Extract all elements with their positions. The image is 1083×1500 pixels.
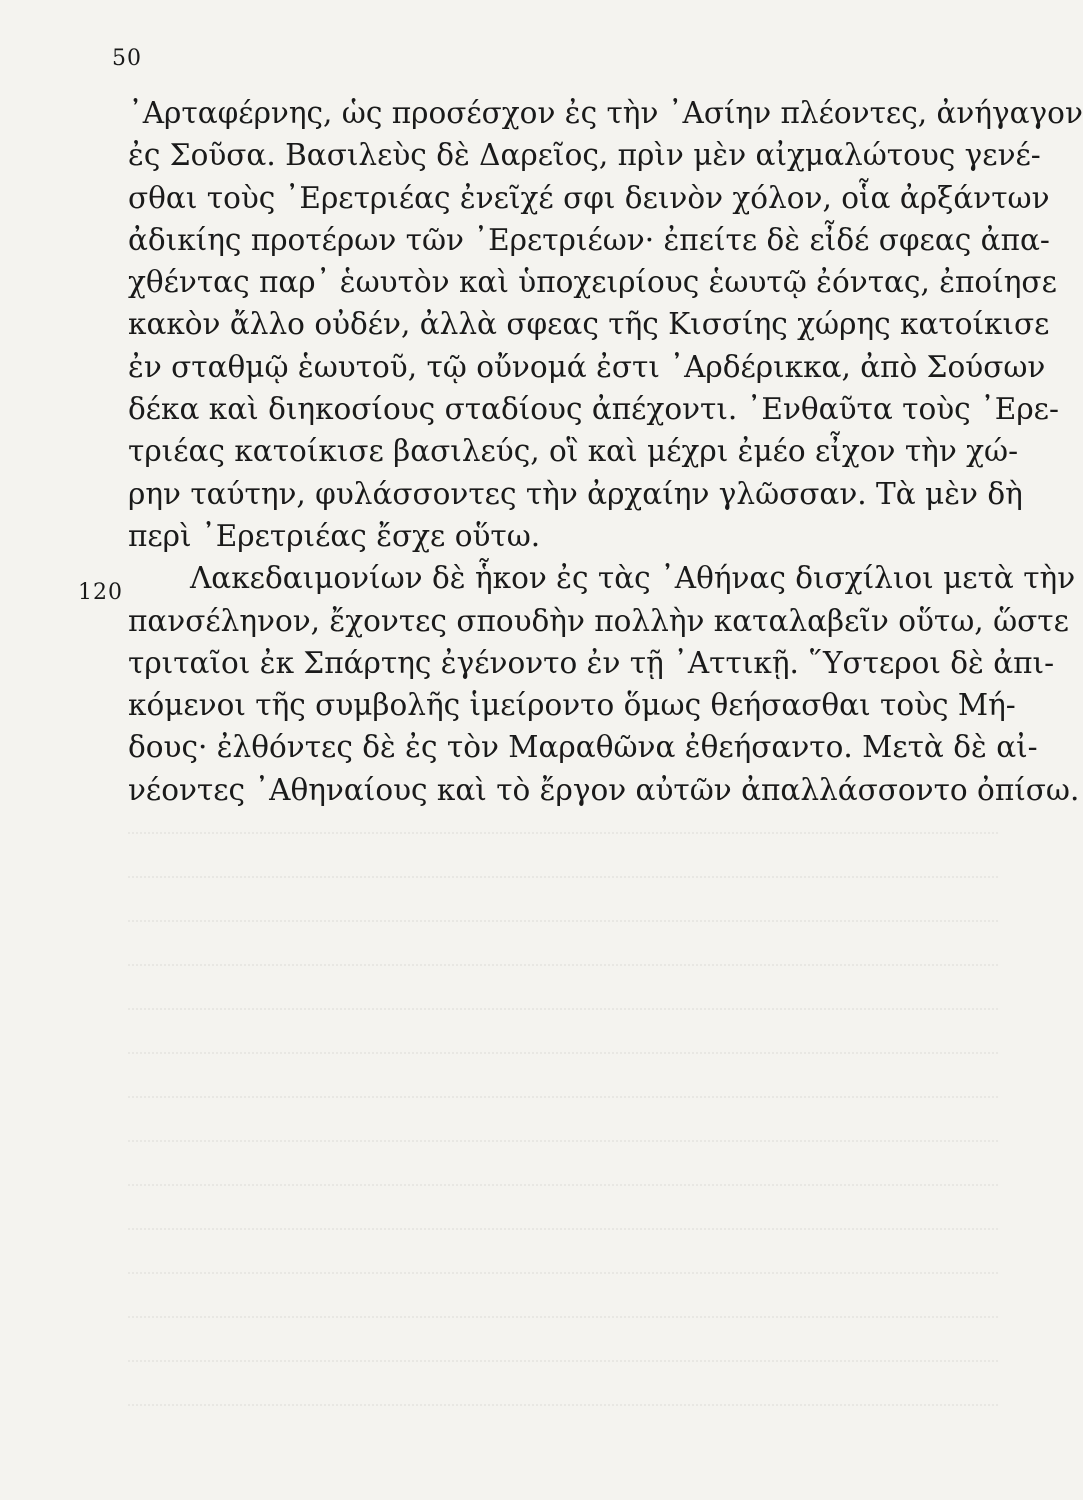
bleed-line <box>128 922 998 966</box>
text-line: χθέντας παρ᾿ ἑωυτὸν καὶ ὑποχειρίους ἑωυτῷ ἐόντας, ἐποίησε <box>128 265 1057 300</box>
bleed-line <box>128 1054 998 1098</box>
text-line: ρην ταύτην, φυλάσσοντες τὴν ἀρχαίην γλῶσσαν. Τὰ μὲν δὴ <box>128 476 1023 511</box>
line-number-marker: 120 <box>78 580 123 605</box>
text-line: τριταῖοι ἐκ Σπάρτης ἐγένοντο ἐν τῇ ᾿Αττικῇ. ῞Υστεροι δὲ ἀπι- <box>128 645 1055 680</box>
main-text <box>128 92 1083 811</box>
text-line: τριέας κατοίκισε βασιλεύς, οἳ καὶ μέχρι ἐμέο εἶχον τὴν χώ- <box>128 434 1019 469</box>
text-line: Λακεδαιμονίων δὲ ἧκον ἐς τὰς ᾿Αθήνας δισχίλιοι μετὰ τὴν <box>190 561 1076 596</box>
bleed-line <box>128 1098 998 1142</box>
paragraph-lacedaemonians <box>128 557 1080 811</box>
text-line: δους· ἐλθόντες δὲ ἐς τὸν Μαραθῶνα ἐθεήσαντο. Μετὰ δὲ αἰ- <box>128 730 1038 765</box>
text-line: ᾿Αρταφέρνης, ὡς προσέσχον ἐς τὴν ᾿Ασίην πλέοντες, ἀνήγαγον <box>128 96 1083 130</box>
paragraph-eretrians <box>128 92 1083 557</box>
text-line: πανσέληνον, ἔχοντες σπουδὴν πολλὴν καταλαβεῖν οὕτω, ὥστε <box>128 603 1069 638</box>
bleed-line <box>128 834 998 878</box>
text-line: δέκα καὶ διηκοσίους σταδίους ἀπέχοντι. ᾿Ενθαῦτα τοὺς ᾿Ερε- <box>128 392 1059 427</box>
text-line: ἐς Σοῦσα. Βασιλεὺς δὲ Δαρεῖος, πρὶν μὲν αἰχμαλώτους γενέ- <box>128 138 1041 173</box>
bleed-line <box>128 1186 998 1230</box>
text-line: ἐν σταθμῷ ἑωυτοῦ, τῷ οὔνομά ἐστι ᾿Αρδέρικκα, ἀπὸ Σούσων <box>128 349 1046 384</box>
text-line: κόμενοι τῆς συμβολῆς ἱμείροντο ὅμως θεήσασθαι τοὺς Μή- <box>128 688 1016 723</box>
show-through-texture <box>128 790 998 1430</box>
bleed-line <box>128 878 998 922</box>
bleed-line <box>128 1318 998 1362</box>
text-line: κακὸν ἄλλο οὐδέν, ἀλλὰ σφεας τῆς Κισσίης χώρης κατοίκισε <box>128 307 1050 342</box>
bleed-line <box>128 966 998 1010</box>
bleed-line <box>128 1142 998 1186</box>
text-line: σθαι τοὺς ᾿Ερετριέας ἐνεῖχέ σφι δεινὸν χόλον, οἷα ἀρξάντων <box>128 180 1050 215</box>
text-line: περὶ ᾿Ερετριέας ἔσχε οὕτω. <box>128 518 541 553</box>
text-line: νέοντες ᾿Αθηναίους καὶ τὸ ἔργον αὐτῶν ἀπαλλάσσοντο ὀπίσω. <box>128 772 1080 807</box>
bleed-line <box>128 1230 998 1274</box>
page-number: 50 <box>112 46 142 71</box>
bleed-line <box>128 1010 998 1054</box>
bleed-line <box>128 1274 998 1318</box>
text-line: ἀδικίης προτέρων τῶν ᾿Ερετριέων· ἐπείτε δὲ εἶδέ σφεας ἀπα- <box>128 222 1050 257</box>
bleed-line <box>128 1362 998 1406</box>
